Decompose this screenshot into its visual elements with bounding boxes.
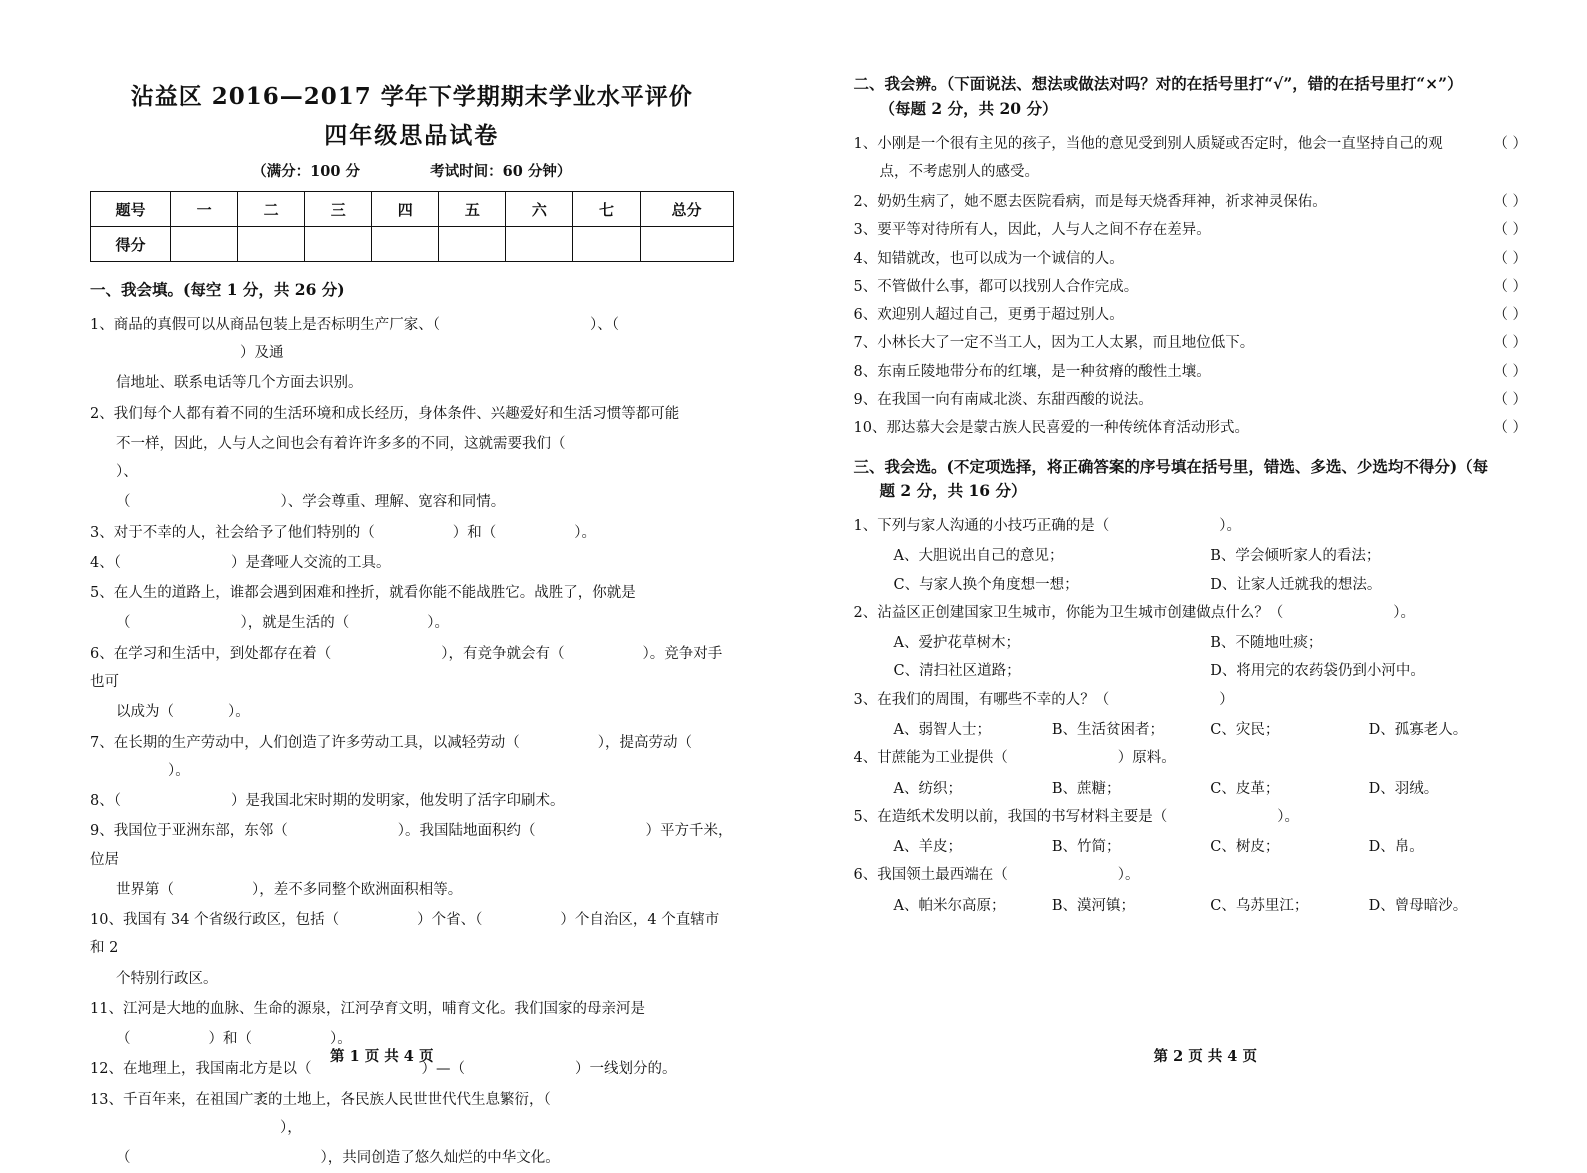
question-text: ） (1219, 692, 1234, 708)
question-5 (90, 579, 734, 607)
mc-question-6 (854, 861, 1528, 889)
question-text: 我们每个人都有着不同的生活环境和成长经历，身体条件、兴趣爱好和生活习惯等都可能 (114, 406, 680, 422)
score-input-cell[interactable] (640, 227, 733, 262)
question-number: 6、 (90, 646, 114, 662)
option-c[interactable]: C、清扫社区道路； (894, 657, 1211, 685)
question-number: 8、 (854, 364, 878, 380)
question-number: 11、 (90, 1001, 123, 1017)
question-text: ），提高劳动（ (598, 735, 692, 751)
question-text: 知错就改，也可以成为一个诚信的人。 (877, 251, 1124, 267)
score-input-cell[interactable] (372, 227, 439, 262)
question-text: 在我国一向有南咸北淡、东甜西酸的说法。 (877, 392, 1153, 408)
tf-question-10 (854, 414, 1528, 442)
question-10-cont (116, 965, 734, 993)
question-11 (90, 995, 734, 1023)
question-6 (90, 640, 734, 697)
option-d[interactable]: D、让家人迁就我的想法。 (1210, 571, 1527, 599)
answer-bracket[interactable]: （ ） (1461, 414, 1527, 442)
question-13-cont (116, 1144, 734, 1172)
question-1 (90, 311, 734, 368)
option-a[interactable]: A、爱护花草树木； (894, 629, 1211, 657)
question-text: ）、（ (590, 317, 619, 333)
section-3-heading-line2: 题 2 分，共 16 分） (880, 479, 1528, 504)
score-table-cell: 二 (238, 192, 305, 227)
tf-question-7 (854, 329, 1528, 357)
question-text: （ (116, 615, 131, 631)
question-text: ）及通 (240, 345, 284, 361)
option-b[interactable]: B、生活贫困者； (1052, 716, 1210, 744)
question-text: 奶奶生病了，她不愿去医院看病，而是每天烧香拜神，祈求神灵保佑。 (877, 194, 1327, 210)
score-input-cell[interactable] (573, 227, 640, 262)
tf-question-8 (854, 358, 1528, 386)
question-text: 不管做什么事，都可以找别人合作完成。 (877, 279, 1138, 295)
question-number: 9、 (854, 392, 878, 408)
mc-question-3 (854, 686, 1528, 714)
question-number: 6、 (854, 867, 878, 883)
question-number: 4、 (854, 750, 878, 766)
question-text: 江河是大地的血脉、生命的源泉，江河孕育文明，哺育文化。我们国家的母亲河是 (123, 1001, 645, 1017)
question-text: ）。 (1277, 809, 1299, 825)
answer-bracket[interactable]: （ ） (1461, 188, 1527, 216)
page-left (0, 0, 794, 1122)
question-text: （ (114, 555, 121, 571)
section-2-heading-line2: （每题 2 分，共 20 分） (880, 97, 1528, 122)
option-d[interactable]: D、羽绒。 (1369, 775, 1527, 803)
section-3-heading-line1: 三、我会选。(不定项选择，将正确答案的序号填在括号里，错选、多选、少选均不得分)（每 (854, 455, 1528, 480)
question-number: 10、 (90, 912, 123, 928)
question-2-cont2 (116, 488, 734, 516)
table-row (91, 227, 734, 262)
question-text: ）是我国北宋时期的发明家，他发明了活字印刷术。 (231, 793, 565, 809)
question-5-cont (116, 609, 734, 637)
question-text: ），差不多同整个欧洲面积相等。 (252, 882, 462, 898)
score-input-cell[interactable] (305, 227, 372, 262)
page-footer-right: 第 2 页 共 4 页 (794, 1045, 1587, 1066)
option-c[interactable]: C、树皮； (1210, 833, 1368, 861)
question-text: ）和（ (453, 525, 497, 541)
option-c[interactable]: C、与家人换个角度想一想； (894, 571, 1211, 599)
question-text: （ (116, 1031, 131, 1047)
option-b[interactable]: B、竹简； (1052, 833, 1210, 861)
mc-question-2 (854, 599, 1528, 627)
option-b[interactable]: B、蔗糖； (1052, 775, 1210, 803)
answer-bracket[interactable]: （ ） (1461, 216, 1527, 244)
score-table-cell: 四 (372, 192, 439, 227)
section-1-heading: 一、我会填。(每空 1 分，共 26 分) (90, 278, 734, 303)
score-table-cell: 三 (305, 192, 372, 227)
tf-question-2 (854, 188, 1528, 216)
question-text: ）。 (168, 763, 190, 779)
question-text: ）和（ (209, 1031, 253, 1047)
option-a[interactable]: A、羊皮； (894, 833, 1052, 861)
question-3 (90, 519, 734, 547)
question-6-cont (116, 698, 734, 726)
question-text: 甘蔗能为工业提供（ (877, 750, 1008, 766)
question-text: 我国领土最西端在（ (877, 867, 1008, 883)
question-number: 1、 (90, 317, 114, 333)
option-a[interactable]: A、大胆说出自己的意见； (894, 542, 1211, 570)
score-table-cell: 六 (506, 192, 573, 227)
score-input-cell[interactable] (238, 227, 305, 262)
question-10 (90, 906, 734, 963)
option-d[interactable]: D、曾母暗沙。 (1369, 892, 1527, 920)
question-number: 5、 (90, 585, 114, 601)
option-d[interactable]: D、帛。 (1369, 833, 1527, 861)
question-1-cont (116, 369, 734, 397)
question-text: 在学习和生活中，到处都存在着（ (114, 646, 332, 662)
question-13 (90, 1086, 734, 1143)
score-table (90, 191, 734, 262)
option-c[interactable]: C、灾民； (1210, 716, 1368, 744)
question-text: 在长期的生产劳动中，人们创造了许多劳动工具，以减轻劳动（ (114, 735, 520, 751)
question-text: 沾益区正创建国家卫生城市，你能为卫生城市创建做点什么？（ (877, 605, 1283, 621)
option-c[interactable]: C、皮革； (1210, 775, 1368, 803)
option-d[interactable]: D、将用完的农药袋仍到小河中。 (1210, 657, 1527, 685)
question-text: ），共同创造了悠久灿烂的中华文化。 (321, 1150, 560, 1166)
question-number: 2、 (854, 605, 878, 621)
mc-question-3-options (894, 716, 1528, 744)
answer-bracket[interactable]: （ ） (1461, 358, 1527, 386)
answer-bracket[interactable]: （ ） (1461, 386, 1527, 414)
question-text: 个特别行政区。 (116, 971, 218, 987)
question-text: ）个省、（ (417, 912, 482, 928)
question-text: 商品的真假可以从商品包装上是否标明生产厂家、（ (114, 317, 440, 333)
question-number: 7、 (854, 335, 878, 351)
table-row (91, 192, 734, 227)
question-text: （ (114, 793, 121, 809)
question-text: ）。 (1219, 518, 1241, 534)
question-text: ）。 (330, 1031, 352, 1047)
time-limit-text: 考试时间：60 分钟） (430, 163, 571, 180)
full-score-text: （满分：100 分 (252, 163, 360, 180)
mc-question-5-options (894, 833, 1528, 861)
question-text: 不一样，因此，人与人之间也会有着许许多多的不同，这就需要我们（ (116, 436, 566, 452)
question-text: ）。 (1393, 605, 1415, 621)
question-text: 信地址、联系电话等几个方面去识别。 (116, 375, 363, 391)
question-8 (90, 787, 734, 815)
option-a[interactable]: A、弱智人士； (894, 716, 1052, 744)
question-text: ）、学会尊重、理解、宽容和同情。 (281, 494, 506, 510)
exam-meta (90, 160, 734, 181)
mc-question-1 (854, 512, 1528, 540)
question-text: ），有竞争就会有（ (441, 646, 564, 662)
question-text: 在造纸术发明以前，我国的书写材料主要是（ (877, 809, 1167, 825)
question-text: 小林长大了一定不当工人，因为工人太累，而且地位低下。 (877, 335, 1254, 351)
mc-question-4-options (894, 775, 1528, 803)
question-number: 10、 (854, 420, 887, 436)
mc-question-1-options-row1 (894, 542, 1528, 570)
question-number: 4、 (854, 251, 878, 267)
tf-question-1 (854, 130, 1528, 158)
question-9-cont (116, 876, 734, 904)
page-footer-left: 第 1 页 共 4 页 (0, 1045, 794, 1066)
question-text: ）—（ (421, 1061, 465, 1077)
question-text: 欢迎别人超过自己，更勇于超过别人。 (877, 307, 1124, 323)
option-b[interactable]: B、学会倾听家人的看法； (1210, 542, 1527, 570)
question-text: 小刚是一个很有主见的孩子，当他的意见受到别人质疑或否定时，他会一直坚持自己的观 (877, 136, 1443, 152)
question-text: ）、 (116, 464, 138, 480)
question-number: 1、 (854, 136, 878, 152)
question-number: 5、 (854, 279, 878, 295)
tf-question-3 (854, 216, 1528, 244)
question-number: 1、 (854, 518, 878, 534)
question-2-cont (116, 430, 734, 487)
section-3-heading (854, 455, 1528, 505)
question-text: ）， (280, 1120, 302, 1136)
mc-question-2-options-row1 (894, 629, 1528, 657)
question-number: 5、 (854, 809, 878, 825)
question-2 (90, 400, 734, 428)
option-d[interactable]: D、孤寡老人。 (1369, 716, 1527, 744)
tf-question-1-cont (880, 158, 1528, 186)
question-text: 我国有 34 个省级行政区，包括（ (123, 912, 339, 928)
question-text: ）。 (228, 704, 250, 720)
question-text: ）平方千米，位居 (90, 823, 732, 867)
answer-bracket[interactable]: （ ） (1461, 273, 1527, 301)
page-subtitle: 四年级思品试卷 (90, 117, 734, 150)
section-2-heading (854, 72, 1528, 122)
question-text: 要平等对待所有人，因此，人与人之间不存在差异。 (877, 222, 1211, 238)
question-text: 下列与家人沟通的小技巧正确的是（ (877, 518, 1109, 534)
question-number: 7、 (90, 735, 114, 751)
tf-question-6 (854, 301, 1528, 329)
question-number: 3、 (854, 222, 878, 238)
section-2-heading-line1: 二、我会辨。（下面说法、想法或做法对吗？对的在括号里打“√”，错的在括号里打“×”） (854, 72, 1528, 97)
question-text: ），就是生活的（ (241, 615, 350, 631)
question-number: 8、 (90, 793, 114, 809)
tf-question-5 (854, 273, 1528, 301)
question-number: 2、 (854, 194, 878, 210)
answer-bracket[interactable]: （ ） (1461, 301, 1527, 329)
question-number: 3、 (854, 692, 878, 708)
question-4 (90, 549, 734, 577)
question-text: 在我们的周围，有哪些不幸的人？（ (877, 692, 1109, 708)
page-right (794, 0, 1587, 1122)
question-text: ）个自治区，4 个直辖市和 2 (90, 912, 719, 956)
mc-question-6-options (894, 892, 1528, 920)
question-9 (90, 817, 734, 874)
score-table-cell: 总分 (640, 192, 733, 227)
mc-question-4 (854, 744, 1528, 772)
question-text: ）。 (574, 525, 596, 541)
question-number: 3、 (90, 525, 114, 541)
question-text: ）。我国陆地面积约（ (398, 823, 536, 839)
answer-bracket[interactable]: （ ） (1461, 329, 1527, 357)
question-number: 2、 (90, 406, 114, 422)
question-text: （ (116, 1150, 131, 1166)
question-number: 13、 (90, 1092, 123, 1108)
question-text: 对于不幸的人，社会给予了他们特别的（ (114, 525, 375, 541)
option-a[interactable]: A、帕米尔高原； (894, 892, 1052, 920)
score-table-cell: 一 (171, 192, 238, 227)
question-number: 4、 (90, 555, 114, 571)
answer-bracket[interactable]: （ ） (1461, 130, 1527, 158)
question-text: 世界第（ (116, 882, 174, 898)
question-text: 在人生的道路上，谁都会遇到困难和挫折，就看你能不能战胜它。战胜了，你就是 (114, 585, 636, 601)
question-text: ）是聋哑人交流的工具。 (231, 555, 391, 571)
score-input-cell[interactable] (506, 227, 573, 262)
score-table-cell: 七 (573, 192, 640, 227)
option-b[interactable]: B、漠河镇； (1052, 892, 1210, 920)
tf-question-4 (854, 245, 1528, 273)
score-table-cell: 五 (439, 192, 506, 227)
tf-question-9 (854, 386, 1528, 414)
question-text: ）。竞争对手也可 (90, 646, 722, 690)
question-number: 9、 (90, 823, 114, 839)
option-b[interactable]: B、不随地吐痰； (1210, 629, 1527, 657)
answer-bracket[interactable]: （ ） (1461, 245, 1527, 273)
question-text: 那达慕大会是蒙古族人民喜爱的一种传统体育活动形式。 (886, 420, 1249, 436)
question-text: 以成为（ (116, 704, 174, 720)
question-text: 千百年来，在祖国广袤的土地上，各民族人民世世代代生息繁衍，（ (123, 1092, 551, 1108)
question-7 (90, 729, 734, 786)
question-text: ）。 (427, 615, 449, 631)
mc-question-5 (854, 803, 1528, 831)
question-text: 东南丘陵地带分布的红壤，是一种贫瘠的酸性土壤。 (877, 364, 1211, 380)
score-input-cell[interactable] (171, 227, 238, 262)
question-text: （ (116, 494, 131, 510)
question-text: 点，不考虑别人的感受。 (880, 164, 1040, 180)
option-c[interactable]: C、乌苏里江； (1210, 892, 1368, 920)
question-text: 我国位于亚洲东部，东邻（ (114, 823, 288, 839)
question-text: ）一线划分的。 (575, 1061, 677, 1077)
score-table-cell: 得分 (91, 227, 171, 262)
question-number: 6、 (854, 307, 878, 323)
score-table-cell: 题号 (91, 192, 171, 227)
question-text: ）。 (1118, 867, 1140, 883)
mc-question-1-options-row2 (894, 571, 1528, 599)
option-a[interactable]: A、纺织； (894, 775, 1052, 803)
question-text: 在地理上，我国南北方是以（ (123, 1061, 312, 1077)
question-text: ）原料。 (1118, 750, 1176, 766)
score-input-cell[interactable] (439, 227, 506, 262)
page-title: 沾益区 2016—2017 学年下学期期末学业水平评价 (90, 78, 734, 111)
question-number: 12、 (90, 1061, 123, 1077)
mc-question-2-options-row2 (894, 657, 1528, 685)
